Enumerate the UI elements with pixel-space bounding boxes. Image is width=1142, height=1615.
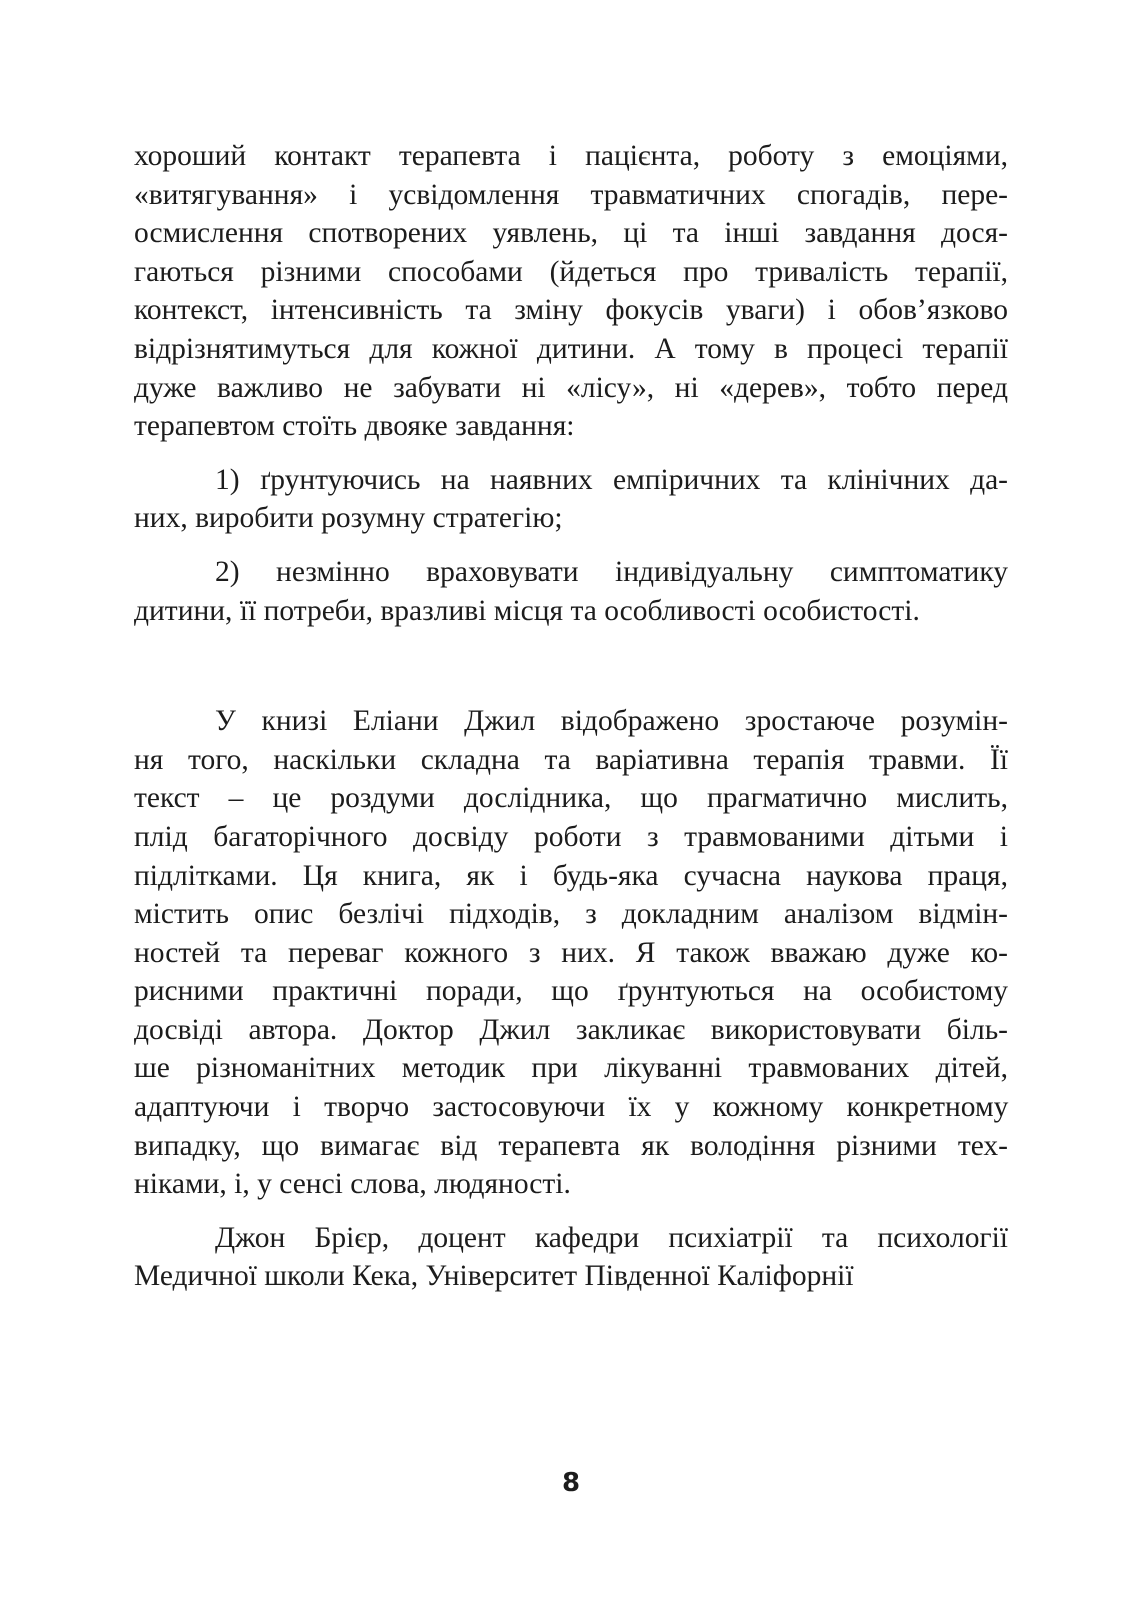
text-line: контекст, інтенсивність та зміну фокусів уваги) і обов’язково bbox=[134, 294, 1008, 327]
text-line: ня того, наскільки складна та варіативна терапія травми. Її bbox=[134, 743, 1008, 776]
text-line: підлітками. Ця книга, як і будь-яка сучасна наукова праця, bbox=[134, 859, 1008, 892]
page-body bbox=[134, 137, 1008, 1296]
list-item-1 bbox=[134, 461, 1008, 538]
signature-line: Медичної школи Кека, Університет Південної Каліфорнії bbox=[134, 1260, 854, 1293]
text-line: гаються різними способами (йдеться про тривалість терапії, bbox=[134, 255, 1008, 288]
text-line: ше різноманітних методик при лікуванні травмованих дітей, bbox=[134, 1052, 1008, 1085]
text-line: У книзі Еліани Джил відображено зростаюче розумін- bbox=[215, 705, 1008, 738]
signature-line: Джон Брієр, доцент кафедри психіатрії та психології bbox=[215, 1221, 1008, 1254]
list-item-2 bbox=[134, 553, 1008, 630]
page-number: 8 bbox=[561, 1468, 581, 1498]
text-line: досвіді автора. Доктор Джил закликає використовувати біль- bbox=[134, 1013, 1008, 1046]
signature bbox=[134, 1219, 1008, 1296]
text-line: ніками, і, у сенсі слова, людяності. bbox=[134, 1168, 571, 1201]
text-line: хороший контакт терапевта і пацієнта, роботу з емоціями, bbox=[134, 140, 1008, 172]
text-line: випадку, що вимагає від терапевта як володіння різними тех- bbox=[134, 1129, 1008, 1162]
text-line: них, виробити розумну стратегію; bbox=[134, 502, 563, 535]
text-line: текст – це роздуми дослідника, що прагматично мислить, bbox=[134, 782, 1008, 815]
text-line: терапевтом стоїть двояке завдання: bbox=[134, 410, 575, 443]
text-line: містить опис безлічі підходів, з докладним аналізом відмін- bbox=[134, 898, 1008, 931]
paragraph-continuation bbox=[134, 137, 1008, 446]
text-line: рисними практичні поради, що ґрунтуються на особистому bbox=[134, 975, 1008, 1008]
text-line: осмислення спотворених уявлень, ці та інші завдання дося- bbox=[134, 217, 1008, 250]
text-line: відрізнятимуться для кожної дитини. А тому в процесі терапії bbox=[134, 332, 1008, 365]
text-line: 1) ґрунтуючись на наявних емпіричних та клінічних да- bbox=[215, 463, 1008, 496]
text-line: «витягування» і усвідомлення травматичних спогадів, пере- bbox=[134, 178, 1008, 211]
text-line: ностей та переваг кожного з них. Я також вважаю дуже ко- bbox=[134, 936, 1008, 969]
text-line: адаптуючи і творчо застосовуючи їх у кожному конкретному bbox=[134, 1091, 1008, 1124]
text-line: 2) незмінно враховувати індивідуальну симптоматику bbox=[215, 555, 1008, 588]
paragraph-review bbox=[134, 702, 1008, 1204]
text-line: дуже важливо не забувати ні «лісу», ні «дерев», тобто перед bbox=[134, 371, 1008, 404]
text-line: дитини, її потреби, вразливі місця та особливості особистості. bbox=[134, 594, 920, 627]
text-line: плід багаторічного досвіду роботи з травмованими дітьми і bbox=[134, 820, 1008, 853]
